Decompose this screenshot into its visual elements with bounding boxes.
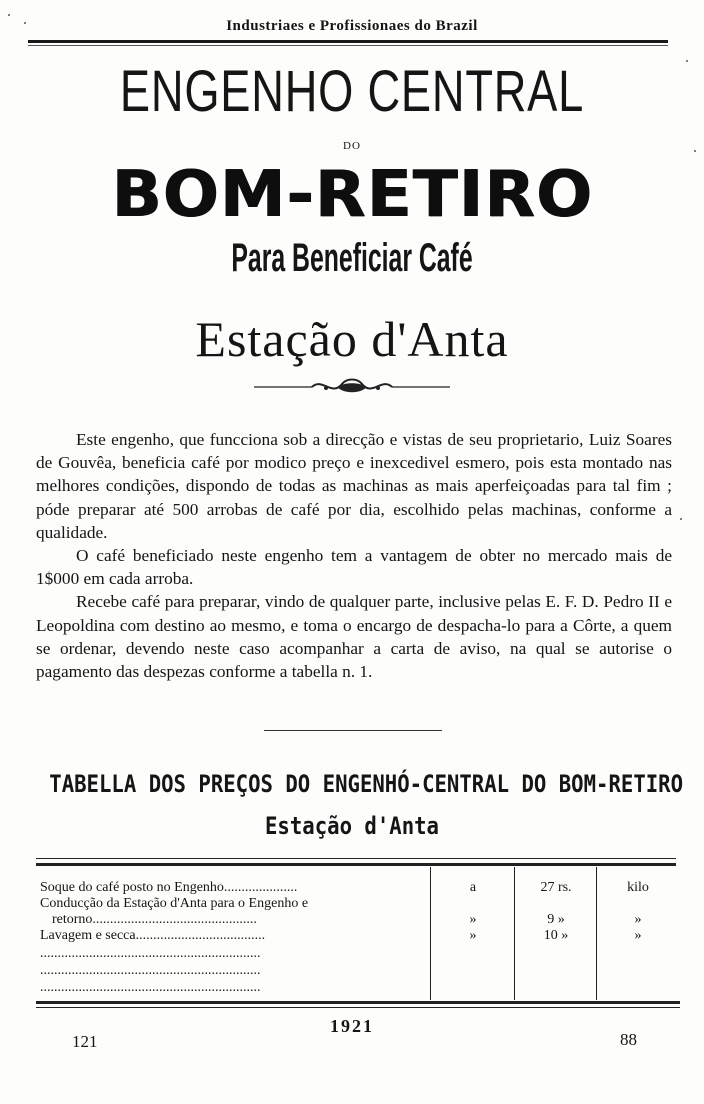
table-row-desc: Soque do café posto no Engenho..................... bbox=[40, 880, 298, 895]
table-rule-top-thick bbox=[36, 863, 676, 866]
table-row-col-a: a bbox=[469, 880, 477, 895]
table-rule-top bbox=[36, 858, 676, 859]
table-column-divider bbox=[430, 867, 431, 1000]
footer-year: 1921 bbox=[330, 1016, 374, 1036]
scan-speck bbox=[680, 518, 682, 520]
scan-speck bbox=[8, 14, 10, 16]
ornament-divider-icon bbox=[252, 372, 452, 402]
scan-speck bbox=[694, 150, 696, 152]
table-row-price: 9 » bbox=[547, 912, 565, 927]
table-row-unit: » bbox=[634, 912, 642, 927]
table-row-desc: ............................................................... bbox=[40, 980, 261, 995]
table-row-desc: retorno............................................... bbox=[52, 912, 257, 927]
table-subtitle: Estação d'Anta bbox=[265, 812, 439, 840]
table-rule-bottom bbox=[36, 1007, 680, 1008]
paragraph-1: Este engenho, que funcciona sob a direcção e vistas de seu proprietario, Luiz Soares de Gouvêa, beneficia café por modico preço e inexcedivel esmero, pois esta montado nas melhores condições, dispondo de todas as machinas as mais aperfeiçoadas para tal fim ; póde preparar até 500 arrobas de café por dia, escolhido pelas machinas, conforme a qualidade. bbox=[36, 430, 672, 542]
advert-subtitle: Para Beneficiar Café bbox=[231, 236, 473, 280]
table-rule-bottom-thick bbox=[36, 1001, 680, 1004]
scan-speck bbox=[24, 22, 26, 24]
table-row-unit: kilo bbox=[627, 880, 649, 895]
table-row-col-a: » bbox=[469, 912, 477, 927]
table-row-desc: ............................................................... bbox=[40, 963, 261, 978]
table-row-price: 27 rs. bbox=[540, 880, 572, 895]
table-column-divider bbox=[596, 867, 597, 1000]
paragraph-3: Recebe café para preparar, vindo de qualquer parte, inclusive pelas E. F. D. Pedro II e Leopoldina com destino ao mesmo, e toma o encargo de despacha-lo para a Côrte, a quem se ordenar, devendo neste caso acompanhar a carta de aviso, na qual se autorise o pagamento das despezas conforme a tabella n. 1. bbox=[36, 592, 672, 682]
table-row-desc: Conducção da Estação d'Anta para o Engenho e bbox=[40, 896, 309, 911]
table-title: TABELLA DOS PREÇOS DO ENGENHÓ-CENTRAL DO BOM-RETIRO bbox=[49, 770, 684, 798]
scan-speck bbox=[686, 60, 688, 62]
advert-location: Estação d'Anta bbox=[195, 311, 509, 367]
header-rule bbox=[28, 40, 668, 43]
table-column-divider bbox=[514, 867, 515, 1000]
table-row-unit: » bbox=[634, 928, 642, 943]
table-row-price: 10 » bbox=[543, 928, 569, 943]
advert-title-connector: DO bbox=[343, 140, 361, 152]
table-row-col-a: » bbox=[469, 928, 477, 943]
table-row-desc: ............................................................... bbox=[40, 946, 261, 961]
advert-body bbox=[36, 428, 672, 683]
running-head: Industriaes e Profissionaes do Brazil bbox=[226, 18, 478, 34]
footer-left-number: 121 bbox=[72, 1032, 98, 1051]
table-row-desc: Lavagem e secca..................................... bbox=[40, 928, 266, 943]
advert-title-line2: BOM-RETIRO bbox=[111, 158, 593, 232]
paragraph-2: O café beneficiado neste engenho tem a vantagem de obter no mercado mais de 1$000 em cada arroba. bbox=[36, 546, 672, 589]
page-number: 88 bbox=[620, 1030, 637, 1049]
advert-title-line1: ENGENHO CENTRAL bbox=[119, 59, 585, 124]
header-rule-thin bbox=[28, 45, 668, 46]
section-divider bbox=[264, 730, 442, 731]
